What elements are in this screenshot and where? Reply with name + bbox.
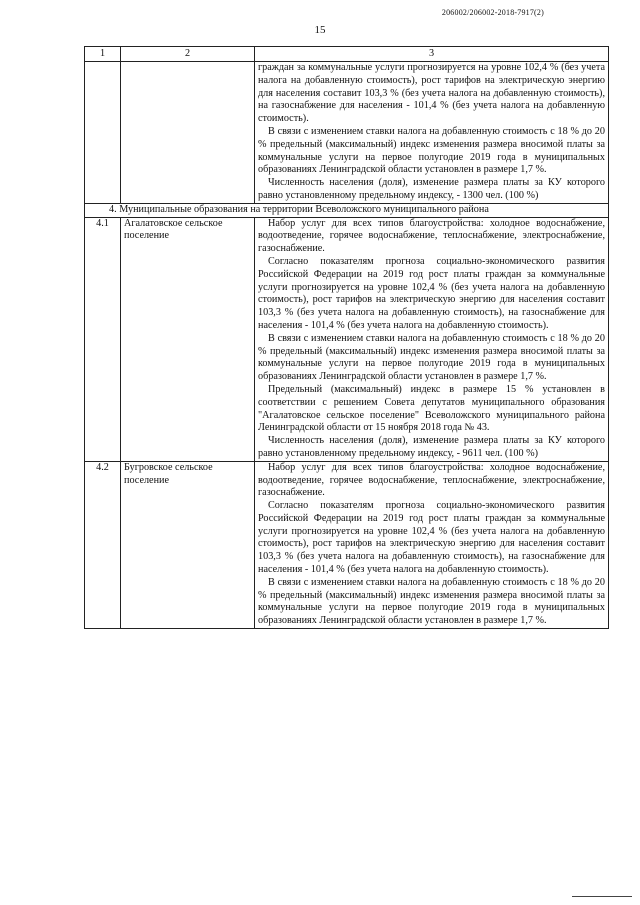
column-header-1: 1 bbox=[85, 47, 121, 62]
table-row-continuation bbox=[85, 62, 609, 204]
row-text-cell bbox=[255, 217, 609, 461]
paragraph: Предельный (максимальный) индекс в размере 15 % установлен в соответствии с решением Совета депутатов муниципального образования "Агалатовское сельское поселение" Всеволожского муниципального района Ленинградской области от 15 ноября 2018 года № 43. bbox=[258, 383, 605, 434]
section-row bbox=[85, 203, 609, 217]
table-row bbox=[85, 217, 609, 461]
paragraph: Согласно показателям прогноза социально-экономического развития Российской Федерации на 2019 год рост платы граждан за коммунальные услуги прогнозируется на уровне 102,4 % (без учета налога на добавленную стоимость), рост тарифов на электрическую энергию для населения составит 103,3 % (без учета налога на добавленную стоимость), на газоснабжение для населения - 101,4 % (без учета налога на добавленную стоимость). bbox=[258, 500, 605, 576]
paragraph: Численность населения (доля), изменение размера платы за КУ которого равно установленному предельному индексу, - 9611 чел. (100 %) bbox=[258, 435, 605, 459]
column-header-3: 3 bbox=[255, 47, 609, 62]
row-text-cell bbox=[255, 461, 609, 628]
table-header-row bbox=[85, 47, 609, 62]
paragraph: Набор услуг для всех типов благоустройства: холодное водоснабжение, водоотведение, горячее водоснабжение, теплоснабжение, электроснабжение, газоснабжение. bbox=[258, 217, 605, 255]
paragraph: Численность населения (доля), изменение размера платы за КУ которого равно установленному предельному индексу, - 1300 чел. (100 %) bbox=[258, 177, 605, 201]
scan-edge-mark bbox=[572, 896, 632, 897]
table-row bbox=[85, 461, 609, 628]
row-name: Бугровское сельское поселение bbox=[121, 461, 255, 628]
column-header-2: 2 bbox=[121, 47, 255, 62]
document-id: 206002/206002-2018-7917(2) bbox=[441, 8, 544, 17]
row-name: Агалатовское сельское поселение bbox=[121, 217, 255, 461]
tariff-table bbox=[84, 46, 609, 629]
row-number: 4.2 bbox=[85, 461, 121, 628]
paragraph: В связи с изменением ставки налога на добавленную стоимость с 18 % до 20 % предельный (максимальный) индекс изменения размера вносимой платы за коммунальные услуги на первое полугодие 2019 года в муниципальных образованиях Ленинградской области установлен в размере 1,7 %. bbox=[258, 576, 605, 627]
row-number-cell bbox=[85, 62, 121, 204]
paragraph: Согласно показателям прогноза социально-экономического развития Российской Федерации на 2019 год рост платы граждан за коммунальные услуги прогнозируется на уровне 102,4 % (без учета налога на добавленную стоимость), рост тарифов на электрическую энергию для населения составит 103,3 % (без учета налога на добавленную стоимость), на газоснабжение для населения - 101,4 % (без учета налога на добавленную стоимость). bbox=[258, 255, 605, 331]
page-number: 15 bbox=[314, 24, 326, 36]
row-text-cell bbox=[255, 62, 609, 204]
paragraph: В связи с изменением ставки налога на добавленную стоимость с 18 % до 20 % предельный (максимальный) индекс изменения размера вносимой платы за коммунальные услуги на первое полугодие 2019 года в муниципальных образованиях Ленинградской области установлен в размере 1,7 %. bbox=[258, 125, 605, 176]
paragraph: В связи с изменением ставки налога на добавленную стоимость с 18 % до 20 % предельный (максимальный) индекс изменения размера вносимой платы за коммунальные услуги на первое полугодие 2019 года в муниципальных образованиях Ленинградской области установлен в размере 1,7 %. bbox=[258, 332, 605, 383]
paragraph: граждан за коммунальные услуги прогнозируется на уровне 102,4 % (без учета налога на добавленную стоимость), рост тарифов на электрическую энергию для населения составит 103,3 % (без учета налога на добавленную стоимость), на газоснабжение для населения - 101,4 % (без учета налога на добавленную стоимость). bbox=[258, 62, 605, 125]
row-number: 4.1 bbox=[85, 217, 121, 461]
row-name-cell bbox=[121, 62, 255, 204]
paragraph: Набор услуг для всех типов благоустройства: холодное водоснабжение, водоотведение, горячее водоснабжение, теплоснабжение, электроснабжение, газоснабжение. bbox=[258, 461, 605, 499]
section-title: 4. Муниципальные образования на территории Всеволожского муниципального района bbox=[85, 203, 609, 217]
